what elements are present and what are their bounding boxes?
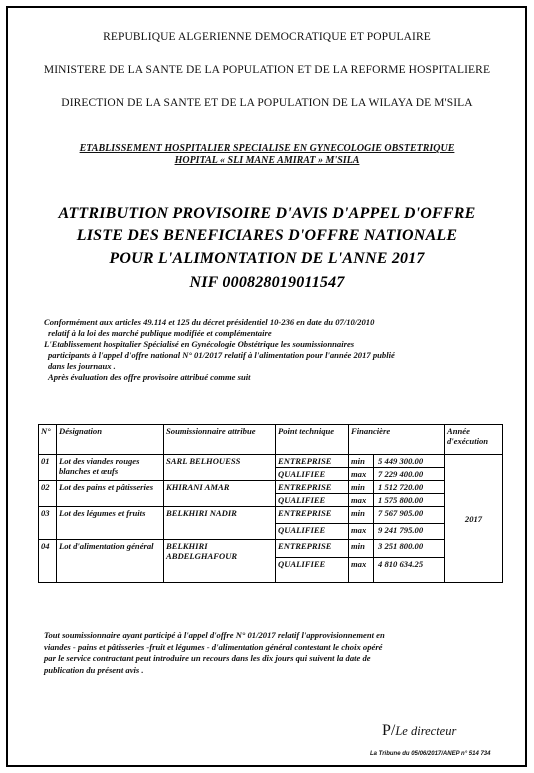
table-row <box>39 455 503 468</box>
technical-status: QUALIFIEE <box>276 494 349 507</box>
min-amount: 1 512 720.00 <box>374 481 445 494</box>
col-header-year: Année d'exécution <box>445 425 503 455</box>
min-label: min <box>349 455 374 468</box>
hospital-name: HOPITAL « SLI MANE AMIRAT » M'SILA <box>174 155 360 166</box>
max-amount: 4 810 634.25 <box>374 558 445 583</box>
table-row <box>39 507 503 524</box>
min-label: min <box>349 481 374 494</box>
max-amount: 9 241 795.00 <box>374 523 445 540</box>
nif-number: NIF 000828019011547 <box>189 274 345 291</box>
publication-credit: La Tribune du 05/06/2017/ANEP n° 514 734 <box>370 751 491 757</box>
intro-paragraph <box>44 317 484 383</box>
table-header-row <box>39 425 503 455</box>
intro-line: Après évaluation des offre provisoire attribué comme suit <box>48 372 251 382</box>
beneficiaries-table <box>38 424 503 583</box>
technical-status: QUALIFIEE <box>276 468 349 481</box>
bidder-name: BELKHIRI ABDELGHAFOUR <box>164 540 276 583</box>
max-amount: 7 229 400.00 <box>374 468 445 481</box>
col-header-no: N° <box>39 425 57 455</box>
appeal-notice <box>44 630 504 676</box>
lot-number: 02 <box>39 481 57 507</box>
col-header-designation: Désignation <box>57 425 164 455</box>
table-row <box>39 481 503 494</box>
appeal-line: par le service contractant peut introduire un recours dans les dix jours qui suivent la date de <box>44 653 371 663</box>
min-label: min <box>349 507 374 524</box>
bidder-name: BELKHIRI NADIR <box>164 507 276 540</box>
signature-title: Le directeur <box>395 724 457 738</box>
lot-designation: Lot des pains et pâtisseries <box>57 481 164 507</box>
lot-designation: Lot d'alimentation général <box>57 540 164 583</box>
technical-status: QUALIFIEE <box>276 558 349 583</box>
min-amount: 3 251 800.00 <box>374 540 445 558</box>
min-label: min <box>349 540 374 558</box>
signature-prefix: P/ <box>382 722 396 739</box>
notice-title: ATTRIBUTION PROVISOIRE D'AVIS D'APPEL D'OFFRE <box>58 205 476 222</box>
lot-designation: Lot des légumes et fruits <box>57 507 164 540</box>
technical-status: ENTREPRISE <box>276 481 349 494</box>
max-amount: 1 575 800.00 <box>374 494 445 507</box>
notice-subject: POUR L'ALIMONTATION DE L'ANNE 2017 <box>109 250 425 267</box>
technical-status: ENTREPRISE <box>276 507 349 524</box>
intro-line: Conformément aux articles 49.114 et 125 du décret présidentiel 10-236 en date du 07/10/2010 <box>44 317 375 327</box>
intro-line: L'Etablissement hospitalier Spécialisé en Gynécologie Obstétrique les soumissionnaires <box>44 339 355 349</box>
col-header-technical: Point technique <box>276 425 349 455</box>
intro-line: dans les journaux . <box>48 361 116 371</box>
bidder-name: KHIRANI AMAR <box>164 481 276 507</box>
col-header-bidder: Soumissionnaire attribue <box>164 425 276 455</box>
header-direction: DIRECTION DE LA SANTE ET DE LA POPULATION DE LA WILAYA DE M'SILA <box>61 97 473 109</box>
table-row <box>39 540 503 558</box>
lot-designation: Lot des viandes rouges blanches et œufs <box>57 455 164 481</box>
intro-line: participants à l'appel d'offre national N° 01/2017 relatif à l'alimentation pour l'année 2017 publié <box>48 350 395 360</box>
max-label: max <box>349 523 374 540</box>
min-amount: 7 567 905.00 <box>374 507 445 524</box>
establishment-name: ETABLISSEMENT HOSPITALIER SPECIALISE EN GYNECOLOGIE OBSTETRIQUE <box>79 143 455 154</box>
header-republic: REPUBLIQUE ALGERIENNE DEMOCRATIQUE ET POPULAIRE <box>103 31 431 43</box>
technical-status: ENTREPRISE <box>276 455 349 468</box>
technical-status: QUALIFIEE <box>276 523 349 540</box>
technical-status: ENTREPRISE <box>276 540 349 558</box>
notice-subtitle: LISTE DES BENEFICIARES D'OFFRE NATIONALE <box>76 227 458 244</box>
max-label: max <box>349 468 374 481</box>
appeal-line: Tout soumissionnaire ayant participé à l'appel d'offre N° 01/2017 relatif l'approvisionnement en <box>44 630 385 640</box>
execution-year: 2017 <box>445 455 503 583</box>
lot-number: 03 <box>39 507 57 540</box>
director-signature <box>382 722 456 740</box>
max-label: max <box>349 494 374 507</box>
max-label: max <box>349 558 374 583</box>
min-amount: 5 449 300.00 <box>374 455 445 468</box>
col-header-financial: Financière <box>349 425 445 455</box>
header-ministry: MINISTERE DE LA SANTE DE LA POPULATION ET DE LA REFORME HOSPITALIERE <box>43 64 491 76</box>
bidder-name: SARL BELHOUESS <box>164 455 276 481</box>
appeal-line: viandes - pains et pâtisseries -fruit et légumes - d'alimentation général contestant le choix opéré <box>44 641 383 652</box>
lot-number: 01 <box>39 455 57 481</box>
intro-line: relatif à la loi des marché publique modifiée et complémentaire <box>48 328 272 338</box>
lot-number: 04 <box>39 540 57 583</box>
appeal-line: publication du présent avis . <box>44 664 144 675</box>
